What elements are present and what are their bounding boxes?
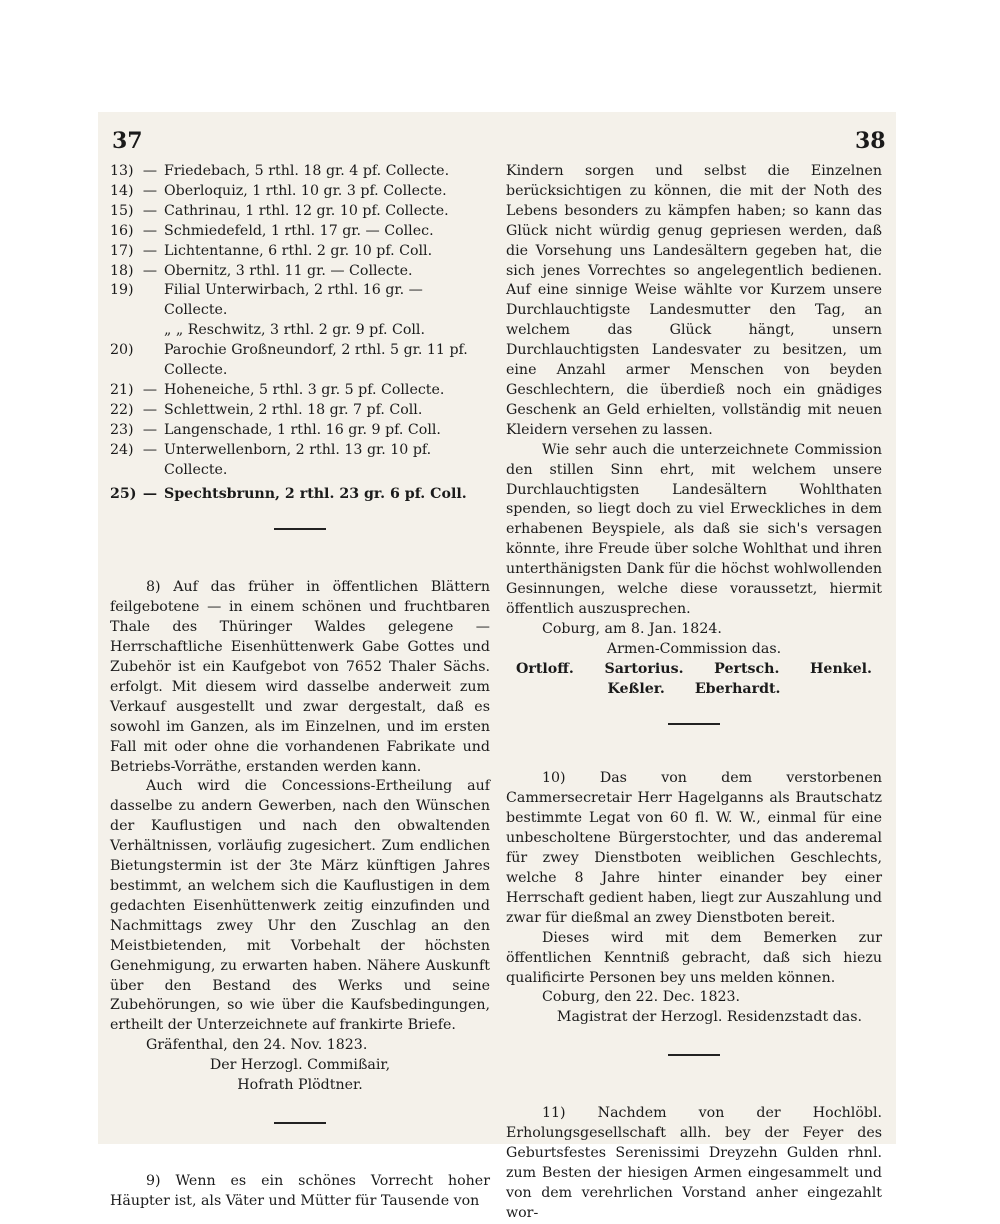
notice-9-dateline: Coburg, am 8. Jan. 1824. <box>542 620 722 637</box>
section-divider <box>274 1122 326 1124</box>
list-item-dash: — <box>142 163 158 179</box>
list-item <box>110 182 490 202</box>
list-item <box>110 162 490 182</box>
list-item-number: 15) <box>110 202 134 219</box>
list-item-text: Unterwellenborn, 2 rthl. 13 gr. 10 pf. <box>164 441 432 458</box>
left-column <box>110 162 490 1212</box>
notice-9-paragraph-2: Wie sehr auch die unterzeichnete Commission den stillen Sinn ehrt, mit welchem unsere Durchlauchtigsten Landesältern Wohlthaten spenden, so liegt doch zu viel Erweckliches in dem erhabenen Beyspiele, als daß sie sich's versagen könnte, ihre Freude über solche Wohlthat und ihren unterthänigsten Dank für die höchst wohlwollenden Gesinnungen, welche diese voraussetzt, hiermit öffentlich auszusprechen. <box>506 441 882 617</box>
signatory-name: Sartorius. <box>604 660 684 677</box>
list-item-text: Schlettwein, 2 rthl. 18 gr. 7 pf. Coll. <box>164 401 423 418</box>
signatory-name: Ortloff. <box>516 660 574 677</box>
notice-9-signer: Armen-Commission das. <box>606 640 782 657</box>
notice-10-dateline: Coburg, den 22. Dec. 1823. <box>542 989 741 1006</box>
list-item-text: Langenschade, 1 rthl. 16 gr. 9 pf. Coll. <box>164 421 441 438</box>
section-divider <box>668 1054 720 1056</box>
list-item-dash: — <box>142 202 158 219</box>
list-item-dash: — <box>142 262 158 279</box>
signatory-name: Keßler. <box>607 680 665 697</box>
list-item <box>110 321 490 341</box>
notice-11-paragraph: 11) Nachdem von der Hochlöbl. Erholungsgesellschaft allh. bey der Feyer des Geburtsfestes Serenissimi Dreyzehn Gulden rhnl. zum Besten der hiesigen Armen eingesammelt und von dem verehrlichen Vorstand anher eingezahlt wor- <box>506 1105 882 1221</box>
list-item-dash: — <box>142 381 158 398</box>
list-item <box>110 441 490 461</box>
list-item <box>110 202 490 222</box>
list-item <box>110 381 490 401</box>
list-item-text: Oberloquiz, 1 rthl. 10 gr. 3 pf. Collecte. <box>164 182 447 199</box>
notice-10-paragraph-2: Dieses wird mit dem Bemerken zur öffentlichen Kenntniß gebracht, daß sich hiezu qualificirte Personen bey uns melden können. <box>506 929 882 986</box>
list-item-text: Filial Unterwirbach, 2 rthl. 16 gr. — <box>164 282 423 299</box>
list-item-text: Spechtsbrunn, 2 rthl. 23 gr. 6 pf. Coll. <box>164 485 467 502</box>
notice-9-names-row-1 <box>506 660 882 680</box>
page-number-right: 38 <box>855 128 886 154</box>
list-item-number: 22) <box>110 401 134 418</box>
list-item-number: 25) <box>110 485 137 502</box>
list-item-number: 24) <box>110 441 134 458</box>
list-item <box>110 242 490 262</box>
collection-list <box>110 162 490 481</box>
list-item <box>110 341 490 361</box>
list-item-text: Collecte. <box>164 362 228 379</box>
list-item-dash <box>136 281 164 301</box>
right-column <box>506 162 882 1224</box>
list-item-dash <box>136 341 164 361</box>
list-item-dash: — <box>142 421 158 438</box>
notice-10-signer: Magistrat der Herzogl. Residenzstadt das. <box>556 1009 862 1026</box>
list-item-text: Collecte. <box>164 461 228 478</box>
list-item-number: 20) <box>110 342 134 359</box>
notice-8-signature-title: Der Herzogl. Commißair, <box>209 1057 391 1074</box>
notice-8-dateline: Gräfenthal, den 24. Nov. 1823. <box>146 1037 368 1054</box>
list-item-number: 13) <box>110 163 134 179</box>
list-item-text: Cathrinau, 1 rthl. 12 gr. 10 pf. Collecte. <box>164 202 449 219</box>
rule-wrap <box>110 504 490 578</box>
list-item-text: „ „ Reschwitz, 3 rthl. 2 gr. 9 pf. Coll. <box>164 322 425 339</box>
list-item-dash: — <box>142 401 158 418</box>
page-number-left: 37 <box>112 128 143 154</box>
notice-9-paragraph-1: Kindern sorgen und selbst die Einzelnen berücksichtigen zu können, die mit der Noth des Lebens besonders zu kämpfen haben; so kann das Glück nicht würdig genug gepriesen werden, daß die Vorsehung uns Landesältern gegeben hat, die sich jenes Vorrechtes so angelegentlich bedienen. Auf eine sinnige Weise wählte vor Kurzem unsere Durchlauchtigste Landesmutter den Tag, an welchem das Glück hängt, unsern Durchlauchtigsten Landesvater zu besitzen, um eine Anzahl armer Menschen von beyden Geschlechtern, die überdieß noch ein gnädiges Geschenk an Geld erhielten, vollständig mit neuen Kleidern versehen zu lassen. <box>506 163 882 438</box>
list-item <box>110 401 490 421</box>
list-item-number: 21) <box>110 381 134 398</box>
list-item-number: 23) <box>110 421 134 438</box>
list-item-number: 14) <box>110 182 134 199</box>
rule-wrap <box>110 1096 490 1172</box>
list-item-text: Obernitz, 3 rthl. 11 gr. — Collecte. <box>164 262 413 279</box>
notice-8-paragraph-1: 8) Auf das früher in öffentlichen Blättern feilgebotene — in einem schönen und fruchtbaren Thale des Thüringer Waldes gelegene — Herrschaftliche Eisenhüttenwerk Gabe Gottes und Zubehör ist ein Kaufgebot von 7652 Thaler Sächs. erfolgt. Mit diesem wird dasselbe anderweit zum Verkauf ausgestellt und zwar dergestalt, daß es sowohl im Ganzen, als im Einzelnen, und im ersten Fall mit oder ohne die vorhandenen Fabrikate und Betriebs-Vorräthe, erstanden werden kann. <box>110 579 490 775</box>
section-divider <box>668 723 720 725</box>
list-item-dash: — <box>142 441 158 458</box>
list-item-text: Friedebach, 5 rthl. 18 gr. 4 pf. Collecte. <box>164 163 450 179</box>
list-item-last <box>110 485 490 505</box>
signatory-name: Pertsch. <box>714 660 780 677</box>
list-item <box>110 461 490 481</box>
section-divider <box>274 528 326 530</box>
notice-9-start: 9) Wenn es ein schönes Vorrecht hoher Häupter ist, als Väter und Mütter für Tausende von <box>110 1172 490 1209</box>
list-item <box>110 301 490 321</box>
notice-10-paragraph-1: 10) Das von dem verstorbenen Cammersecretair Herr Hagelganns als Brautschatz bestimmte Legat von 60 fl. W. W., einmal für eine unbescholtene Bürgerstochter, und das anderemal für zwey Dienstboten weiblichen Geschlechts, welche 8 Jahre hinter einander bey einer Herrschaft gedient haben, liegt zur Auszahlung und zwar für dießmal an zwey Dienstboten bereit. <box>506 770 882 926</box>
signatory-name: Eberhardt. <box>694 680 781 697</box>
list-item <box>110 361 490 381</box>
notice-8-paragraph-2: Auch wird die Concessions-Ertheilung auf dasselbe zu andern Gewerben, nach den Wünschen der Kauflustigen und nach den obwaltenden Verhältnissen, vorläufig zugesichert. Zum endlichen Bietungstermin ist der 3te März künftigen Jahres bestimmt, an welchem sich die Kauflustigen in dem gedachten Eisenhüttenwerk zeitig einzufinden und Nachmittags zwey Uhr den Zuschlag an den Meistbietenden, mit Vorbehalt der höchsten Genehmigung, zu erwarten haben. Nähere Auskunft über den Bestand des Werks und seine Zubehörungen, so wie über die Kaufsbedingungen, ertheilt der Unterzeichnete auf frankirte Briefe. <box>110 778 490 1034</box>
list-item <box>110 281 490 301</box>
list-item <box>110 421 490 441</box>
list-item-number: 17) <box>110 242 134 259</box>
list-item-text: Parochie Großneundorf, 2 rthl. 5 gr. 11 pf. <box>164 342 468 359</box>
list-item-text: Schmiedefeld, 1 rthl. 17 gr. — Collec. <box>164 222 434 239</box>
list-item <box>110 262 490 282</box>
list-item <box>110 222 490 242</box>
rule-wrap <box>506 699 882 769</box>
notice-9-names-row-2 <box>506 680 882 700</box>
list-item-dash: — <box>142 485 158 502</box>
list-item-dash: — <box>142 222 158 239</box>
notice-8-signature-name: Hofrath Plödtner. <box>237 1077 363 1094</box>
list-item-text: Hoheneiche, 5 rthl. 3 gr. 5 pf. Collecte. <box>164 381 445 398</box>
rule-wrap <box>506 1028 882 1104</box>
list-item-number: 19) <box>110 282 134 299</box>
list-item-dash: — <box>142 242 158 259</box>
list-item-dash: — <box>142 182 158 199</box>
list-item-text: Lichtentanne, 6 rthl. 2 gr. 10 pf. Coll. <box>164 242 433 259</box>
signatory-name: Henkel. <box>810 660 872 677</box>
list-item-text: Collecte. <box>164 302 228 319</box>
list-item-number: 18) <box>110 262 134 279</box>
list-item-number: 16) <box>110 222 134 239</box>
